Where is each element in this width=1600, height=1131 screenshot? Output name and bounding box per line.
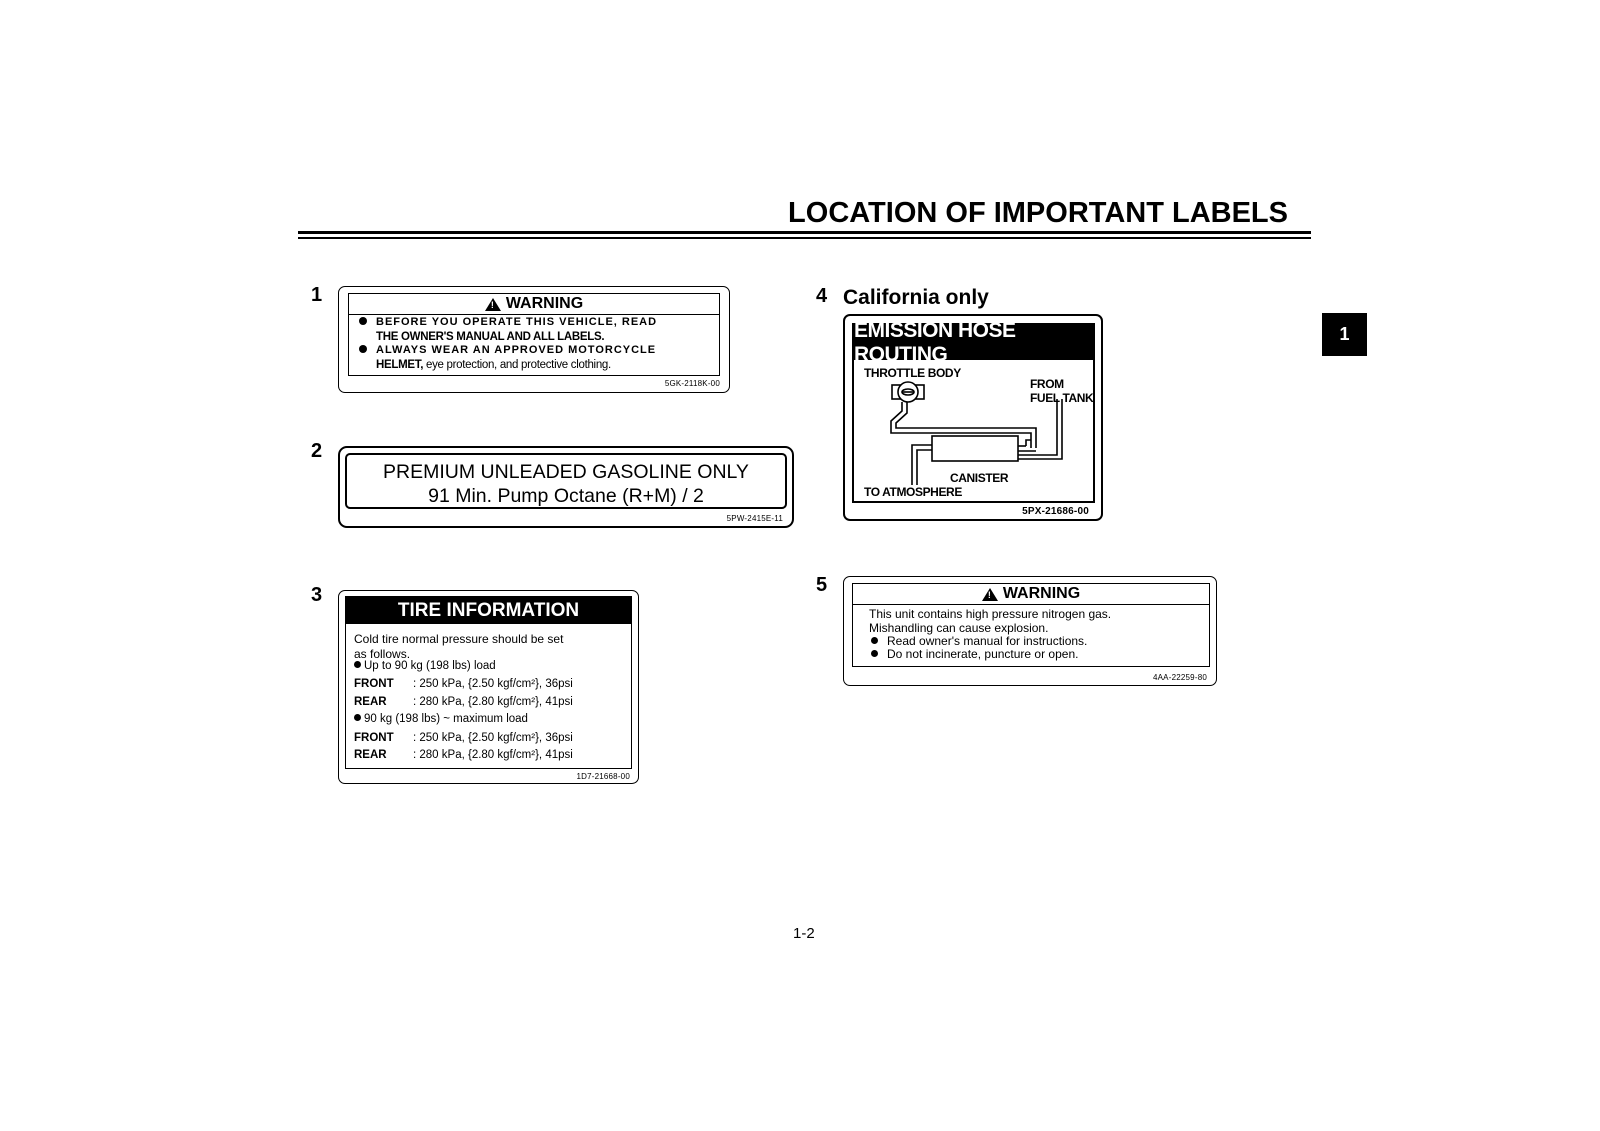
tire-front-2: FRONT : 250 kPa, {2.50 kgf/cm²}, 36psi bbox=[354, 732, 573, 744]
atmosphere-hose bbox=[917, 450, 932, 485]
label-2-number: 2 bbox=[311, 440, 323, 462]
page-number: 1-2 bbox=[793, 925, 815, 942]
label-2-fuel bbox=[338, 446, 794, 528]
label-3-code: 1D7-21668-00 bbox=[576, 772, 630, 781]
tire-condition-2: 90 kg (198 lbs) ~ maximum load bbox=[354, 713, 528, 725]
label-4-emission bbox=[843, 314, 1103, 521]
label-5-line-3: Read owner's manual for instructions. bbox=[871, 634, 1087, 648]
tire-rear-2: REAR : 280 kPa, {2.80 kgf/cm²}, 41psi bbox=[354, 749, 573, 761]
header-rule bbox=[298, 231, 1311, 234]
label-1-code: 5GK-2118K-00 bbox=[664, 379, 720, 388]
label-2-code: 5PW-2415E-11 bbox=[726, 514, 783, 523]
label-5-warning bbox=[843, 576, 1217, 686]
label-5-line-1: This unit contains high pressure nitrogen gas. bbox=[869, 607, 1112, 621]
label-1-warning bbox=[338, 286, 730, 393]
warning-triangle-icon: ! bbox=[982, 588, 998, 601]
tire-rear-1: REAR : 280 kPa, {2.80 kgf/cm²}, 41psi bbox=[354, 696, 573, 708]
label-5-code: 4AA-22259-80 bbox=[1153, 673, 1207, 682]
label-3-inner bbox=[345, 596, 632, 769]
throttle-body-label: THROTTLE BODY bbox=[864, 366, 961, 380]
label-1-line-3: ALWAYS WEAR AN APPROVED MOTORCYCLE bbox=[359, 344, 656, 356]
label-2-line-2: 91 Min. Pump Octane (R+M) / 2 bbox=[428, 485, 704, 507]
canister-label: CANISTER bbox=[950, 471, 1009, 485]
tire-intro-1: Cold tire normal pressure should be set bbox=[354, 632, 564, 646]
bullet-icon bbox=[354, 714, 361, 721]
bullet-icon bbox=[871, 637, 878, 644]
warning-triangle-icon: ! bbox=[485, 298, 501, 311]
label-1-number: 1 bbox=[311, 284, 323, 306]
label-4-inner bbox=[852, 318, 1095, 503]
label-3-number: 3 bbox=[311, 584, 323, 606]
tire-title: TIRE INFORMATION bbox=[346, 597, 631, 624]
bullet-icon bbox=[354, 661, 361, 668]
page-title: LOCATION OF IMPORTANT LABELS bbox=[788, 197, 1288, 229]
bullet-icon bbox=[871, 650, 878, 657]
label-1-inner bbox=[348, 293, 720, 376]
hose-routing-diagram bbox=[854, 325, 1093, 501]
warning-header: ! WARNING bbox=[349, 294, 719, 315]
tire-intro-2: as follows. bbox=[354, 647, 411, 661]
tire-front-1: FRONT : 250 kPa, {2.50 kgf/cm²}, 36psi bbox=[354, 678, 573, 690]
label-1-line-4: HELMET, eye protection, and protective clothing. bbox=[376, 359, 611, 371]
label-5-line-2: Mishandling can cause explosion. bbox=[869, 621, 1049, 635]
label-5-number: 5 bbox=[816, 574, 828, 596]
label-4-code: 5PX-21686-00 bbox=[1022, 506, 1089, 517]
chapter-tab[interactable]: 1 bbox=[1322, 313, 1367, 356]
bullet-icon bbox=[359, 345, 367, 353]
bullet-icon bbox=[359, 317, 367, 325]
from-label: FROM bbox=[1030, 377, 1064, 391]
label-5-line-4: Do not incinerate, puncture or open. bbox=[871, 647, 1078, 661]
emission-title: EMISSION HOSE ROUTING bbox=[854, 325, 1093, 360]
label-2-inner bbox=[345, 453, 787, 509]
label-2-line-1: PREMIUM UNLEADED GASOLINE ONLY bbox=[383, 461, 749, 483]
atmosphere-hose bbox=[912, 445, 932, 485]
header-rule-thin bbox=[298, 237, 1311, 239]
atmosphere-label: TO ATMOSPHERE bbox=[864, 485, 962, 499]
label-3-tire bbox=[338, 590, 639, 784]
fuel-tank-label: FUEL TANK bbox=[1030, 391, 1094, 405]
warning-header: ! WARNING bbox=[853, 584, 1209, 605]
label-1-line-1: BEFORE YOU OPERATE THIS VEHICLE, READ bbox=[359, 316, 657, 328]
throttle-body-icon bbox=[892, 382, 924, 402]
label-4-number: 4 bbox=[816, 285, 828, 307]
label-4-heading: California only bbox=[843, 286, 989, 309]
label-1-line-2: THE OWNER'S MANUAL AND ALL LABELS. bbox=[376, 331, 605, 343]
fuel-tank-hose bbox=[1018, 399, 1062, 459]
label-5-inner bbox=[852, 583, 1210, 667]
canister-icon bbox=[932, 436, 1018, 461]
tire-condition-1: Up to 90 kg (198 lbs) load bbox=[354, 660, 496, 672]
